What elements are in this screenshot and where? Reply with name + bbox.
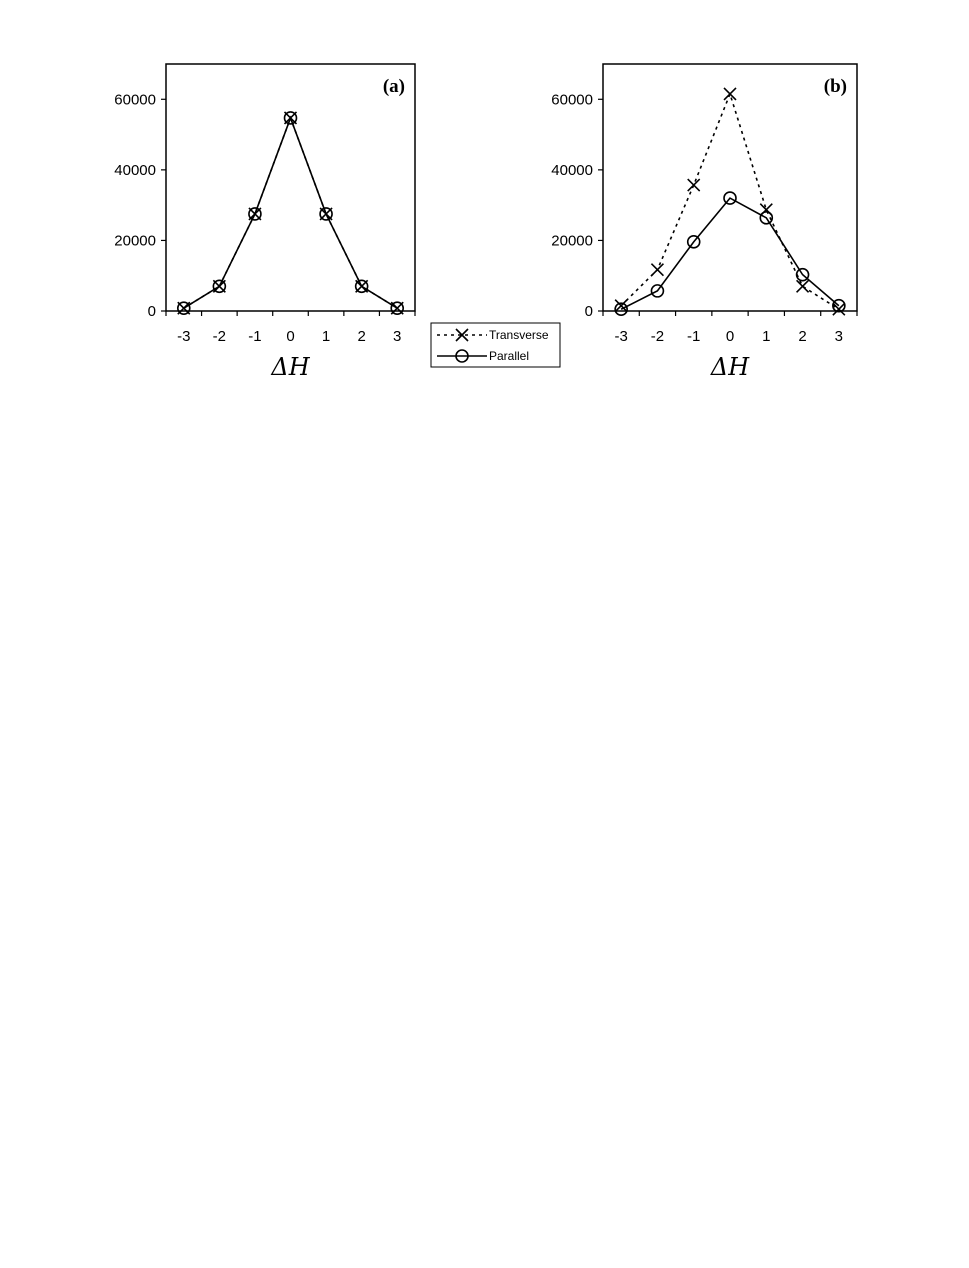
y-tick-label: 20000	[114, 232, 156, 250]
y-tick-label: 40000	[551, 161, 593, 179]
y-tick-label: 40000	[114, 161, 156, 179]
legend-label-parallel: Parallel	[489, 349, 530, 363]
y-tick-label: 60000	[551, 91, 593, 109]
panel-label-b: (b)	[823, 76, 847, 97]
x-tick-label: 3	[393, 328, 402, 345]
x-axis-label: ΔH	[710, 353, 750, 381]
y-tick-label: 20000	[551, 232, 593, 250]
x-tick-label: -2	[212, 328, 227, 345]
data-point-transverse	[797, 280, 809, 292]
chart-panel-a	[114, 64, 415, 381]
x-tick-label: -1	[687, 328, 701, 345]
series-line-parallel	[184, 118, 397, 308]
data-point-transverse	[688, 179, 700, 191]
x-tick-label: 0	[725, 328, 735, 345]
x-tick-label: 3	[834, 328, 844, 345]
y-tick-label: 0	[584, 303, 593, 320]
data-point-transverse	[651, 264, 663, 276]
y-tick-label: 0	[147, 303, 156, 320]
x-tick-label: -3	[177, 328, 191, 345]
panel-label-a: (a)	[382, 76, 405, 97]
x-tick-label: -1	[248, 328, 262, 345]
series-line-transverse	[184, 118, 397, 308]
series-line-parallel	[621, 198, 839, 309]
y-tick-label: 60000	[114, 91, 156, 109]
data-point-transverse	[724, 88, 736, 100]
legend	[431, 323, 560, 367]
x-axis-label: ΔH	[271, 353, 310, 381]
x-tick-label: -2	[650, 328, 665, 345]
plot-frame	[603, 64, 857, 311]
x-tick-label: 0	[286, 328, 295, 345]
plot-frame	[166, 64, 415, 311]
x-tick-label: 1	[762, 328, 771, 345]
legend-label-transverse: Transverse	[489, 328, 549, 342]
x-tick-label: 2	[798, 328, 807, 345]
x-tick-label: 1	[321, 328, 331, 345]
chart-panel-b	[551, 64, 857, 381]
x-tick-label: 2	[357, 328, 366, 345]
x-tick-label: -3	[614, 328, 628, 345]
